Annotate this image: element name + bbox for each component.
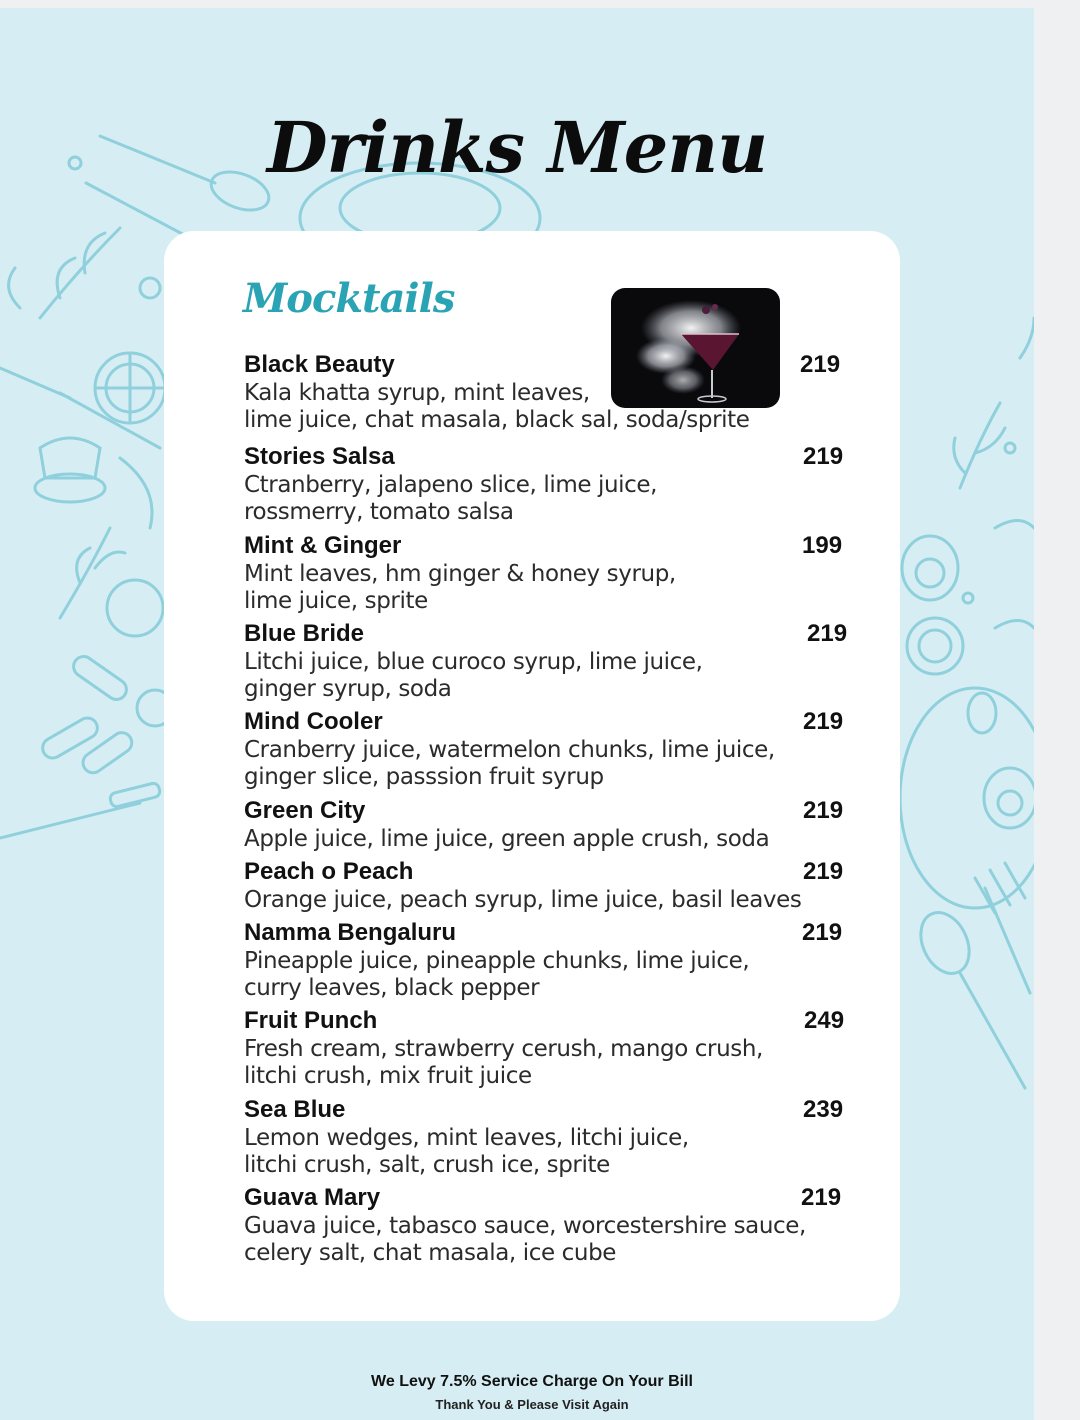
menu-item-description-line: rossmerry, tomato salsa — [244, 499, 514, 525]
bell-pepper-doodle — [107, 580, 163, 636]
pepper-doodle — [120, 458, 152, 528]
lemon-doodle — [95, 353, 165, 423]
herb-doodle — [9, 228, 120, 318]
menu-item-description-line: litchi crush, mix fruit juice — [244, 1063, 532, 1089]
menu-item-name: Namma Bengaluru — [244, 919, 457, 946]
menu-item-description-line: Cranberry juice, watermelon chunks, lime juice, — [244, 737, 775, 763]
menu-card — [164, 231, 900, 1321]
menu-item-description — [244, 826, 769, 853]
egg-doodle — [902, 536, 1034, 828]
right-herb-doodle — [954, 403, 1005, 488]
menu-item-description — [244, 887, 801, 914]
menu-item-description-line: lime juice, sprite — [244, 588, 428, 614]
menu-item-description — [244, 1125, 689, 1179]
menu-item-description — [244, 737, 775, 791]
menu-item-price: 199 — [802, 532, 843, 559]
menu-item-price: 219 — [802, 919, 843, 946]
right-plate-doodle — [900, 688, 1034, 908]
tomato-doodle — [907, 618, 963, 674]
menu-item-price: 219 — [800, 351, 841, 378]
right-leaf-doodle — [1020, 318, 1034, 358]
menu-item-description-line: Ctranberry, jalapeno slice, lime juice, — [244, 472, 658, 498]
thank-you-note: Thank You & Please Visit Again — [435, 1397, 629, 1412]
menu-item-price: 219 — [803, 797, 844, 824]
menu-item-description-line: Apple juice, lime juice, green apple crush, soda — [244, 826, 770, 852]
menu-item-price: 219 — [803, 858, 844, 885]
menu-item-description-line: lime juice, chat masala, black sal, soda/sprite — [244, 407, 750, 433]
knife-doodle — [0, 782, 161, 838]
mushroom-doodle — [35, 438, 105, 502]
page-title: Drinks Menu — [266, 106, 768, 189]
menu-item-description-line: Lemon wedges, mint leaves, litchi juice, — [244, 1125, 689, 1151]
right-margin-strip — [1034, 0, 1080, 1420]
menu-item-description — [244, 1036, 763, 1090]
pea-doodle — [140, 278, 160, 298]
menu-item-description-line: ginger syrup, soda — [244, 676, 452, 702]
menu-item-name: Mint & Ginger — [244, 532, 402, 559]
menu-item-name: Black Beauty — [244, 351, 395, 378]
menu-item-description — [244, 948, 749, 1002]
menu-item-price: 219 — [803, 708, 844, 735]
menu-item-price: 249 — [804, 1007, 845, 1034]
menu-item-name: Blue Bride — [244, 620, 365, 647]
menu-item-name: Guava Mary — [244, 1184, 381, 1211]
menu-item-description-line: Fresh cream, strawberry cerush, mango crush, — [244, 1036, 763, 1062]
section-title: Mocktails — [243, 275, 455, 322]
menu-item-name: Sea Blue — [244, 1096, 346, 1123]
menu-item-description — [244, 380, 750, 434]
menu-item-description-line: Kala khatta syrup, mint leaves, — [244, 380, 590, 406]
menu-item-description-line: ginger slice, passsion fruit syrup — [244, 764, 604, 790]
menu-item-price: 219 — [807, 620, 848, 647]
menu-item-price: 219 — [801, 1184, 842, 1211]
right-spoon-doodle — [912, 905, 1025, 1088]
menu-item-description — [244, 472, 657, 526]
menu-item-description-line: Litchi juice, blue curoco syrup, lime juice, — [244, 649, 703, 675]
garlic-doodle — [968, 693, 996, 733]
dill-doodle — [60, 528, 125, 618]
menu-item-name: Stories Salsa — [244, 443, 395, 470]
menu-item-price: 239 — [803, 1096, 844, 1123]
menu-item-description — [244, 1213, 806, 1267]
top-strip — [0, 0, 1034, 8]
menu-item-name: Peach o Peach — [244, 858, 414, 885]
pasta-doodle — [39, 653, 136, 777]
menu-item-description — [244, 561, 676, 615]
menu-item-description-line: curry leaves, black pepper — [244, 975, 540, 1001]
menu-item-price: 219 — [803, 443, 844, 470]
fork-doodle — [0, 368, 160, 448]
menu-item-name: Mind Cooler — [244, 708, 383, 735]
menu-item-description — [244, 649, 703, 703]
menu-item-description-line: celery salt, chat masala, ice cube — [244, 1240, 617, 1266]
menu-item-description-line: Pineapple juice, pineapple chunks, lime juice, — [244, 948, 750, 974]
service-charge-note: We Levy 7.5% Service Charge On Your Bill — [371, 1373, 693, 1390]
menu-item-name: Green City — [244, 797, 366, 824]
menu-item-name: Fruit Punch — [244, 1007, 378, 1034]
menu-page — [0, 8, 1034, 1420]
menu-item-description-line: Orange juice, peach syrup, lime juice, basil leaves — [244, 887, 802, 913]
right-mushroom-doodle — [995, 521, 1034, 629]
menu-item-description-line: Mint leaves, hm ginger & honey syrup, — [244, 561, 676, 587]
menu-item-description-line: litchi crush, salt, crush ice, sprite — [244, 1152, 610, 1178]
menu-item-description-line: Guava juice, tabasco sauce, worcestershire sauce, — [244, 1213, 806, 1239]
